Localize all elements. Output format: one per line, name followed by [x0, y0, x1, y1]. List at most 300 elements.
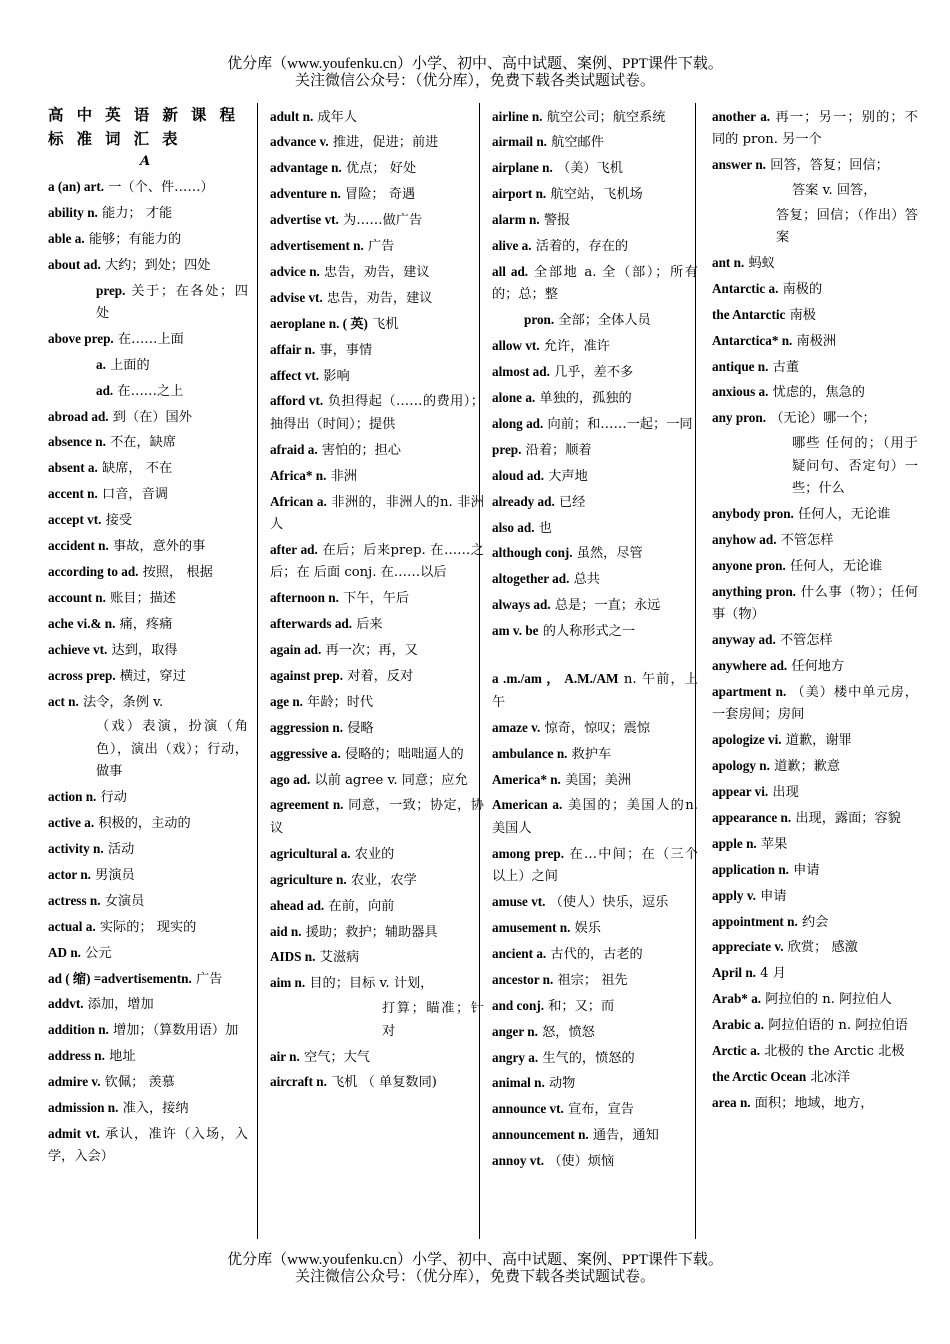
vocab-word: admire v. [48, 1074, 101, 1090]
vocab-entry [48, 280, 248, 326]
vocab-definition: 忧虑的，焦急的 [768, 385, 865, 401]
vocab-entry [48, 1097, 248, 1120]
vocab-definition: 公元 [80, 945, 112, 961]
vocab-definition: 申请 [788, 862, 820, 878]
page-header [0, 56, 950, 90]
vocab-word: address n. [48, 1048, 105, 1064]
vocab-entry [492, 843, 698, 889]
vocab-word: aggression n. [270, 719, 344, 735]
vocab-definition: 事，事情 [315, 342, 373, 358]
vocab-definition: 任何地方 [787, 658, 845, 674]
vocab-definition: 账目；描述 [105, 590, 177, 606]
vocab-word: aloud ad. [492, 467, 545, 483]
vocab-definition: 为……做广告 [338, 213, 423, 229]
vocab-entry [48, 716, 248, 783]
vocab-word: apple n. [712, 835, 757, 851]
vocab-definition: 古代的，古老的 [546, 946, 643, 962]
vocab-word: according to ad. [48, 564, 139, 579]
vocab-entry [492, 439, 698, 462]
vocab-definition: 打算；瞄准；针对 [382, 1001, 484, 1039]
vocab-word: April n. [712, 965, 756, 981]
vocab-definition: 积极的，主动的 [94, 816, 191, 832]
vocab-definition: 男演员 [90, 867, 135, 883]
vocab-definition: 生气的，愤怒的 [538, 1050, 635, 1066]
vocab-word: and conj. [492, 997, 545, 1013]
vocab-definition: 对着，反对 [343, 668, 414, 684]
vocab-entry [48, 1019, 248, 1042]
vocab-word: afterwards ad. [270, 616, 353, 632]
vocab-word: appointment n. [712, 913, 798, 929]
vocab-entry [270, 209, 484, 232]
vocab-entry [712, 503, 918, 526]
vocab-definition: 艾滋病 [315, 950, 360, 966]
vocab-definition: 什么事（物）；任何事（物） [712, 584, 918, 623]
vocab-word: among prep. [492, 845, 565, 861]
vocab-word: Arab* a. [712, 991, 762, 1007]
vocab-entry [48, 587, 248, 610]
vocab-entry [48, 483, 248, 506]
vocab-definition: 增加；（算数用语）加 [108, 1023, 239, 1039]
vocab-entry [48, 942, 248, 965]
vocab-definition: 全部；全体人员 [554, 313, 651, 329]
vocab-word: American a. [492, 797, 563, 813]
vocab-definition: 添加，增加 [83, 997, 154, 1013]
vocab-word: actress n. [48, 892, 101, 908]
vocab-entry [712, 252, 918, 275]
vocab-entry [712, 106, 918, 152]
vocab-word: prep. [96, 282, 126, 298]
vocab-definition: 任何人，无论谁 [785, 558, 883, 574]
vocab-word: all ad. [492, 263, 529, 279]
vocab-entry [712, 911, 918, 934]
vocab-definition: 农业，农学 [346, 872, 417, 888]
vocab-word: admit vt. [48, 1125, 100, 1141]
vocab-definition: 负担得起（……的费用）；抽得出（时间）；提供 [270, 394, 484, 432]
header-line-2: 关注微信公众号：（优分库），免费下载各类试题试卷。 [294, 73, 655, 89]
vocab-entry [712, 1014, 918, 1037]
vocab-definition: 忠告，劝告，建议 [322, 290, 433, 306]
vocab-word: air n. [270, 1048, 300, 1064]
vocab-definition: 阿拉伯语的 n. 阿拉伯语 [764, 1018, 908, 1034]
vocab-word: announcement n. [492, 1127, 589, 1143]
vocab-entry [48, 890, 248, 913]
vocab-word: ancient a. [492, 945, 547, 961]
vocab-definition: 答复；回信；（作出）答案 [776, 207, 918, 246]
vocab-entry [270, 769, 484, 792]
vocab-definition: 道歉，谢罪 [781, 733, 852, 749]
vocab-entry [492, 717, 698, 740]
vocab-word: about ad. [48, 256, 101, 272]
vocab-word: airline n. [492, 108, 543, 124]
vocab-definition: 再一；另一；别的；不同的 pron. 另一个 [712, 109, 918, 147]
vocab-definition: 能力； 才能 [97, 205, 173, 221]
vocab-entry [48, 328, 248, 351]
vocab-word: apology n. [712, 758, 770, 774]
vocab-word: act n. [48, 693, 79, 709]
vocab-definition: 空气；大气 [299, 1049, 370, 1065]
vocab-word: aggressive a. [270, 745, 341, 761]
vocab-entry [270, 843, 484, 866]
vocab-entry [270, 717, 484, 740]
vocab-word: actor n. [48, 866, 91, 882]
vocab-entry [492, 335, 698, 358]
vocab-word: animal n. [492, 1075, 545, 1091]
vocab-word: anyway ad. [712, 632, 776, 648]
vocab-word: aid n. [270, 923, 302, 939]
vocab-word: addition n. [48, 1022, 109, 1038]
vocab-word: ancestor n. [492, 971, 554, 987]
vocab-entry [48, 561, 248, 584]
footer-line-2: 关注微信公众号：（优分库），免费下载各类试题试卷。 [294, 1269, 655, 1285]
vocab-entry [270, 365, 484, 388]
vocab-definition: 面积；地域，地方， [750, 1095, 874, 1111]
vocab-definition: 总是；一直；永远 [550, 598, 661, 614]
vocab-word: AD n. [48, 944, 81, 960]
vocab-entry [48, 406, 248, 429]
vocab-word: abroad ad. [48, 408, 109, 424]
vocab-entry [712, 330, 918, 353]
vocab-entry [492, 106, 698, 129]
vocab-entry [48, 864, 248, 887]
vocab-word: apartment n. [712, 683, 787, 699]
vocab-entry [712, 833, 918, 856]
vocab-definition: 已经 [554, 494, 586, 510]
vocab-entry [48, 639, 248, 662]
vocab-entry [712, 859, 918, 882]
vocab-definition: 大约；到处；四处 [100, 257, 211, 273]
vocab-entry [492, 261, 698, 307]
vocab-entry [270, 157, 484, 180]
vocab-entry [48, 968, 248, 991]
vocab-entry [712, 555, 918, 578]
vocab-word: another a. [712, 108, 771, 124]
vocab-word: antique n. [712, 358, 769, 374]
vocab-word: AIDS n. [270, 949, 316, 965]
vocab-definition: （美）飞机 [552, 161, 623, 177]
vocab-definition: 在……之上 [113, 383, 184, 399]
vocab-word: Arabic a. [712, 1017, 765, 1033]
vocab-definition: 同意，一致；协定，协议 [270, 798, 484, 836]
vocab-definition: （使人）快乐，逗乐 [545, 895, 669, 911]
vocab-word: a (an) art. [48, 178, 105, 194]
vocab-word: agriculture n. [270, 871, 347, 887]
vocab-word: already ad. [492, 493, 555, 509]
vocab-word: admission n. [48, 1100, 119, 1116]
vocab-definition: 在后；后来prep. 在……之后；在 后面 conj. 在……以后 [270, 542, 484, 581]
vocab-entry [712, 356, 918, 379]
section-letter: A [140, 154, 151, 169]
vocab-definition: （使）烦恼 [544, 1154, 615, 1170]
vocab-word: apologize vi. [712, 732, 782, 748]
vocab-entry [270, 613, 484, 636]
vocab-word: advance v. [270, 134, 329, 150]
vocab-word: after ad. [270, 541, 318, 557]
vocab-word: afraid a. [270, 441, 318, 457]
vocab-definition: 向前；和……一起；一同 [543, 416, 693, 432]
vocab-word: ago ad. [270, 771, 311, 787]
vocab-word: achieve vt. [48, 641, 108, 657]
vocab-word: ahead ad. [270, 897, 325, 913]
vocab-definition: 不管怎样 [775, 633, 833, 649]
vocab-entry [270, 465, 484, 488]
vocab-definition: 到（在）国外 [108, 409, 192, 425]
vocab-entry [270, 261, 484, 284]
vocab-definition: （戏）表演，扮演（角色），演出（戏）；行动，做事 [96, 719, 248, 780]
vocab-word: alive a. [492, 238, 532, 254]
vocab-definition: 救护车 [567, 746, 612, 762]
vocab-definition: 的人称形式之一 [538, 624, 636, 640]
vocab-definition: 哪些 任何的；（用于疑问句、否定句）一些；什么 [792, 436, 918, 497]
footer-line-1: 优分库（www.youfenku.cn）小学、初中、高中试题、案例、PPT课件下载。 [227, 1252, 723, 1268]
vocab-definition: 动物 [544, 1076, 576, 1092]
vocab-definition: 忠告，劝告，建议 [319, 264, 430, 280]
vocab-entry [492, 491, 698, 514]
column-3 [479, 103, 698, 1239]
vocab-word: adventure n. [270, 186, 341, 202]
vocab-word: airport n. [492, 186, 547, 202]
vocab-word: amuse vt. [492, 894, 546, 910]
vocab-definition: 横过，穿过 [115, 668, 186, 684]
vocab-definition: 推进，促进；前进 [328, 135, 439, 151]
vocab-definition: 活着的，存在的 [531, 239, 629, 255]
vocab-entry [270, 131, 484, 154]
vocab-entry [48, 509, 248, 532]
vocab-definition: 优点； 好处 [341, 161, 417, 177]
vocab-entry [492, 517, 698, 540]
vocab-entry [270, 491, 484, 537]
vocab-word: a .m./am ， A.M./AM [492, 671, 619, 687]
vocab-word: always ad. [492, 597, 551, 613]
vocab-word: able a. [48, 230, 85, 246]
vocab-word: accent n. [48, 486, 98, 502]
vocab-entry [712, 807, 918, 830]
vocab-definition: 南极的 [778, 281, 823, 297]
vocab-word: along ad. [492, 415, 544, 431]
vocab-entry [48, 431, 248, 454]
vocab-word: apply v. [712, 887, 756, 903]
vocab-definition: 冒险； 奇遇 [340, 187, 416, 203]
vocab-word: ad. [96, 382, 114, 398]
vocab-word: answer n. [712, 156, 766, 172]
vocab-definition: 口音，音调 [97, 487, 168, 503]
vocab-definition: 航空邮件 [546, 135, 604, 151]
vocab-definition: 上面的 [105, 357, 150, 373]
vocab-definition: 美国；美洲 [560, 772, 631, 788]
vocab-word: although conj. [492, 545, 573, 561]
vocab-entry [492, 157, 698, 180]
vocab-definition: 通告，通知 [588, 1128, 659, 1144]
vocab-definition: 能够；有能力的 [84, 231, 182, 247]
vocab-entry [270, 921, 484, 944]
vocab-definition: 北极的 the Arctic 北极 [760, 1044, 905, 1060]
vocab-entry [270, 794, 484, 840]
vocab-definition: 全部地 a. 全（部）；所有的；总；整 [492, 264, 698, 303]
vocab-entry [492, 1150, 698, 1173]
vocab-word: absence n. [48, 434, 106, 450]
vocab-entry [492, 1098, 698, 1121]
vocab-entry [270, 1046, 484, 1069]
vocab-word: agreement n. [270, 797, 344, 813]
vocab-entry [48, 1071, 248, 1094]
vocab-definition: 总共 [569, 572, 600, 588]
vocab-entry [712, 885, 918, 908]
vocab-word: advise vt. [270, 289, 323, 305]
vocab-definition: 不在，缺席 [105, 435, 177, 451]
vocab-definition: 在前，向前 [324, 898, 395, 914]
vocab-word: advertise vt. [270, 212, 339, 228]
vocab-word: anxious a. [712, 384, 769, 400]
vocab-word: affair n. [270, 341, 316, 357]
vocab-definition: 地址 [104, 1049, 136, 1065]
vocab-word: amusement n. [492, 919, 571, 935]
vocab-entry [492, 594, 698, 617]
vocab-word: ambulance n. [492, 745, 568, 761]
vocab-entry [270, 972, 484, 995]
vocab-definition: 援助；救护；辅助器具 [301, 924, 438, 940]
vocab-word: advantage n. [270, 160, 342, 176]
vocab-word: anybody pron. [712, 506, 794, 521]
vocab-definition: 后来 [352, 617, 383, 633]
vocab-entry [712, 205, 918, 250]
vocab-word: prep. [492, 441, 522, 457]
vocab-word: aeroplane n. ( 英) [270, 315, 368, 331]
vocab-word: activity n. [48, 840, 104, 856]
vocab-definition: 以前 agree v. 同意；应允 [310, 772, 468, 788]
vocab-word: alone a. [492, 389, 536, 405]
vocab-word: appreciate v. [712, 939, 784, 955]
vocab-definition: 航空公司；航空系统 [542, 109, 666, 125]
vocab-entry [48, 1045, 248, 1068]
vocab-word: angry a. [492, 1049, 539, 1065]
vocab-word: anger n. [492, 1023, 538, 1039]
vocab-entry [492, 568, 698, 591]
vocab-definition: 法令，条例 v. [78, 694, 164, 710]
vocab-definition: 影响 [319, 368, 350, 384]
vocab-word: altogether ad. [492, 571, 570, 587]
vocab-entry [48, 254, 248, 277]
column-4 [695, 103, 918, 1239]
vocab-entry [48, 613, 248, 636]
vocab-definition: 道歉；歉意 [769, 759, 841, 775]
vocab-definition: 目的；目标 v. 计划， [305, 976, 434, 992]
vocab-word: airmail n. [492, 134, 547, 150]
vocab-entry [270, 743, 484, 766]
vocab-word: anything pron. [712, 583, 796, 599]
vocab-word: addvt. [48, 996, 84, 1012]
vocab-entry [48, 228, 248, 251]
vocab-word: area n. [712, 1094, 751, 1110]
vocab-entry [492, 969, 698, 992]
vocab-definition: 航空站，飞机场 [546, 187, 643, 203]
vocab-word: appear vi. [712, 783, 769, 799]
vocab-definition: 非洲的，非洲人的n. 非洲人 [270, 494, 484, 532]
vocab-entry [492, 794, 698, 840]
vocab-entry [712, 681, 918, 727]
vocab-word: accident n. [48, 538, 109, 554]
vocab-entry [712, 278, 918, 301]
vocab-entry [48, 838, 248, 861]
vocab-word: action n. [48, 789, 97, 805]
vocab-word: annoy vt. [492, 1153, 545, 1169]
vocab-definition: 南极洲 [792, 333, 837, 349]
vocab-entry [48, 786, 248, 809]
vocab-entry [712, 655, 918, 678]
vocab-word: Africa* n. [270, 467, 327, 483]
vocab-entry [492, 131, 698, 154]
vocab-word: application n. [712, 861, 789, 877]
vocab-entry [48, 457, 248, 480]
vocab-entry [48, 380, 248, 403]
vocab-entry [712, 529, 918, 552]
vocab-definition: 下午，午后 [338, 591, 410, 607]
vocab-word: the Arctic Ocean [712, 1068, 807, 1084]
vocab-entry [712, 407, 918, 430]
vocab-entry [492, 235, 698, 258]
vocab-definition: 缺席， 不在 [97, 461, 173, 477]
vocab-definition: 在…中间；在（三个以上）之间 [492, 846, 698, 885]
vocab-entry [492, 413, 698, 436]
vocab-entry [712, 1092, 918, 1115]
vocab-entry [48, 812, 248, 835]
vocab-word: America* n. [492, 771, 561, 787]
vocab-word: accept vt. [48, 512, 102, 528]
page-footer [0, 1252, 950, 1286]
vocab-word: against prep. [270, 667, 344, 683]
vocab-definition: 行动 [96, 790, 127, 806]
vocab-definition: 侵略的；咄咄逼人的 [340, 746, 464, 762]
vocab-definition: 虽然，尽管 [572, 546, 643, 562]
vocab-word: amaze v. [492, 719, 541, 735]
vocab-word: advertisement n. [270, 238, 364, 254]
vocab-entry [712, 988, 918, 1011]
vocab-entry [270, 339, 484, 362]
vocab-entry [492, 361, 698, 384]
vocab-definition: 承认，准许（入场，入学，入会） [48, 1126, 248, 1165]
vocab-definition: （美）楼中单元房，一套房间；房间 [712, 684, 918, 723]
vocab-definition: 非洲 [326, 468, 357, 484]
vocab-definition: 钦佩； 羡慕 [100, 1075, 175, 1091]
vocab-entry [48, 535, 248, 558]
vocab-definition: 在……上面 [113, 331, 184, 347]
vocab-entry [492, 209, 698, 232]
vocab-word: pron. [524, 312, 555, 328]
vocab-word: afford vt. [270, 393, 324, 409]
vocab-definition: 和；又；而 [544, 998, 615, 1014]
vocabulary-title: 高中英语新课程标准词汇表 [48, 105, 248, 148]
vocab-word: alarm n. [492, 212, 540, 228]
vocab-definition: 欣赏； 感激 [783, 940, 858, 956]
vocab-definition: 准入，接纳 [118, 1101, 189, 1117]
vocab-entry [48, 916, 248, 939]
vocab-word: above prep. [48, 330, 114, 346]
vocab-definition: 4 月 [755, 966, 786, 982]
vocab-definition: 阿拉伯的 n. 阿拉伯人 [761, 992, 892, 1008]
vocab-entry [270, 235, 484, 258]
vocab-word: active a. [48, 815, 95, 831]
vocab-entry [492, 542, 698, 565]
vocab-entry [712, 755, 918, 778]
vocab-definition: 成年人 [313, 109, 358, 125]
vocab-definition: 南极 [785, 307, 816, 323]
vocab-definition: n. 午前，上午 [492, 672, 698, 710]
vocab-entry [48, 665, 248, 688]
vocab-definition: 一（个、件……） [104, 179, 214, 195]
vocab-definition: 实际的； 现实的 [95, 919, 197, 935]
vocab-entry [48, 1123, 248, 1169]
vocab-definition: 北冰洋 [806, 1069, 851, 1085]
vocab-entry [492, 1047, 698, 1070]
vocab-word: again ad. [270, 642, 322, 658]
